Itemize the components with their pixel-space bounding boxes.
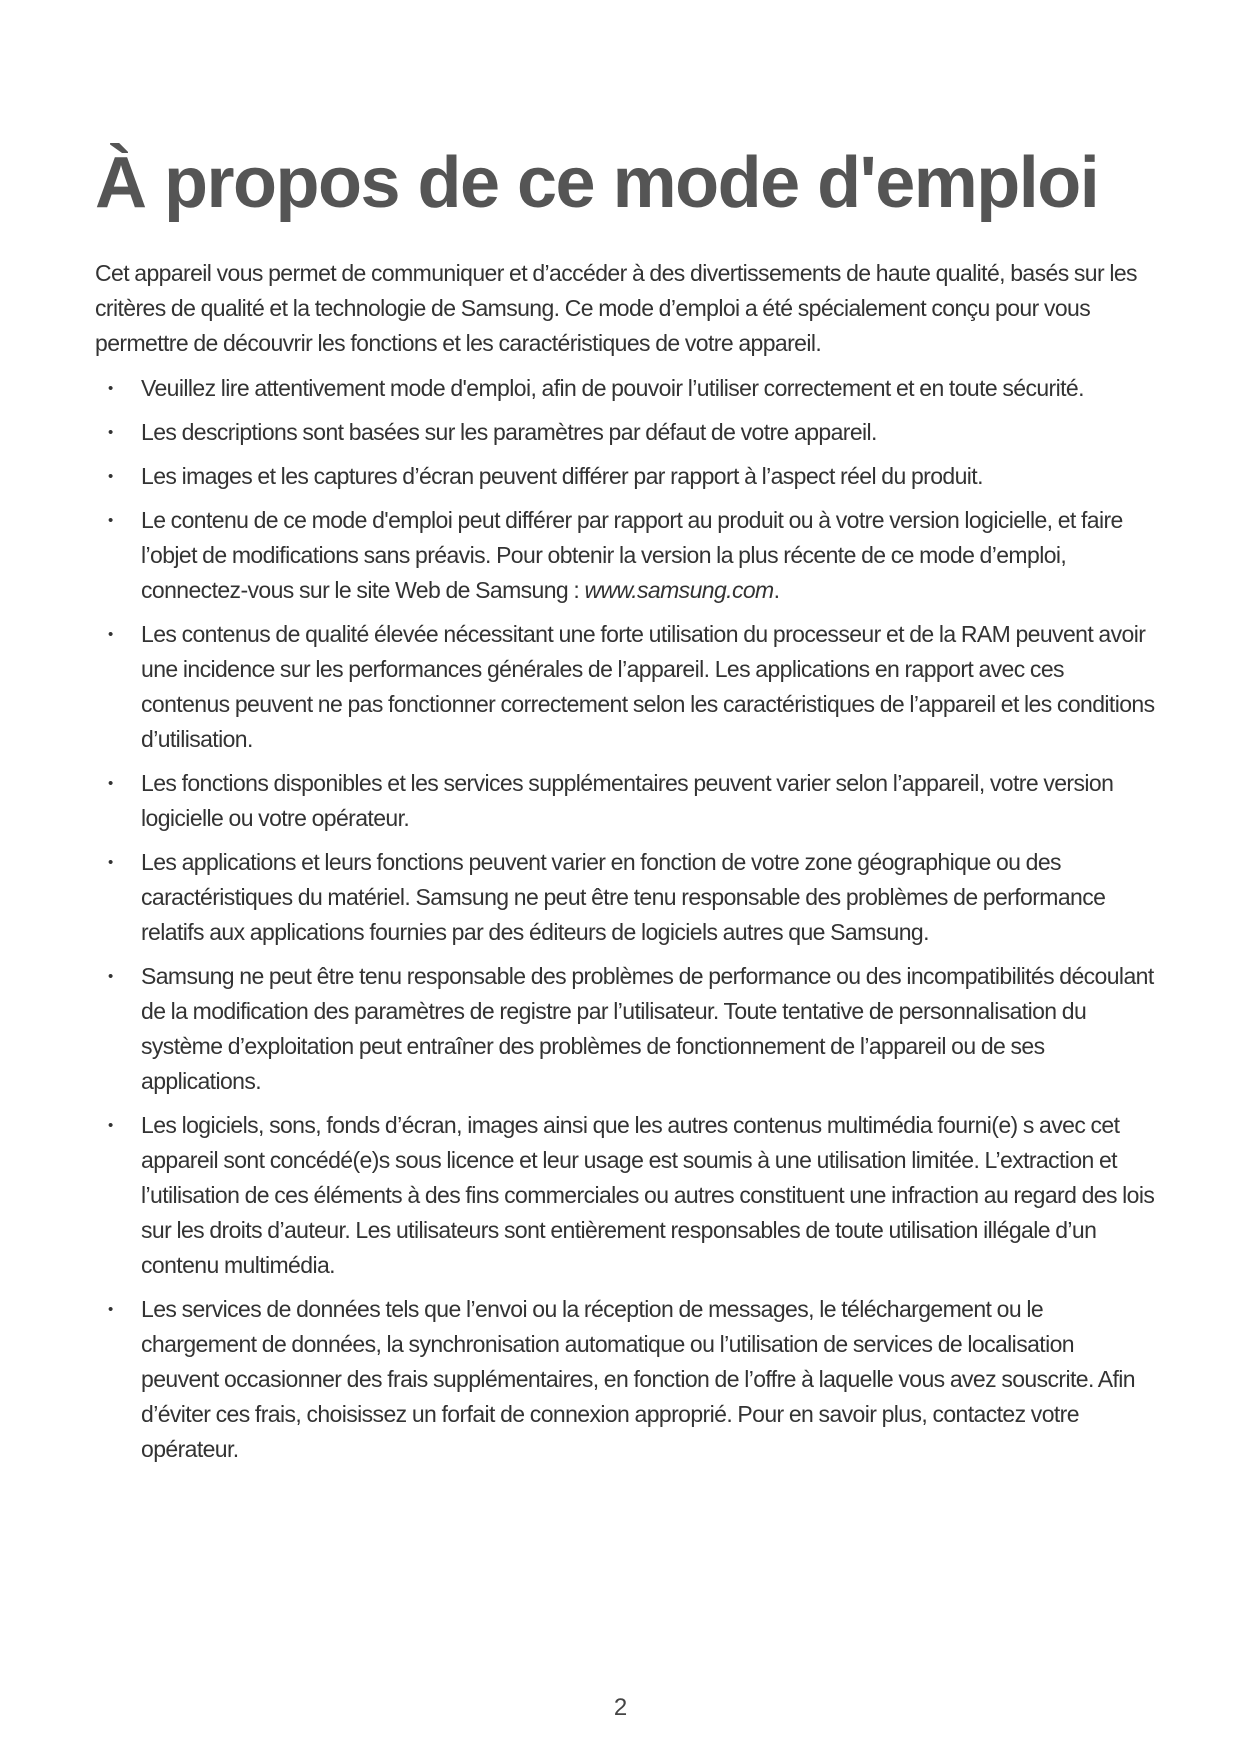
- list-item-text: Le contenu de ce mode d'emploi peut différer par rapport au produit ou à votre version logicielle, et faire l’objet de modifications sans préavis. Pour obtenir la version la plus récente de ce mode d’emploi, connectez-vous sur le site Web de Samsung :: [141, 507, 1123, 603]
- bullet-icon: •: [108, 468, 113, 485]
- list-item: [95, 415, 1155, 450]
- list-item-text: Samsung ne peut être tenu responsable des problèmes de performance ou des incompatibilités découlant de la modification des paramètres de registre par l’utilisateur. Toute tentative de personnalisation du système d’exploitation peut entraîner des problèmes de fonctionnement de l’appareil ou de ses applications.: [141, 963, 1154, 1094]
- list-item: [95, 617, 1155, 757]
- list-item-text: Les contenus de qualité élevée nécessitant une forte utilisation du processeur et de la RAM peuvent avoir une incidence sur les performances générales de l’appareil. Les applications en rapport avec ces contenus peuvent ne pas fonctionner correctement selon les caractéristiques de l’appareil et les conditions d’utilisation.: [141, 621, 1155, 752]
- page-number: 2: [613, 1694, 628, 1721]
- samsung-website-link[interactable]: www.samsung.com: [584, 577, 774, 603]
- list-item-text: Les logiciels, sons, fonds d’écran, images ainsi que les autres contenus multimédia fourni(e) s avec cet appareil sont concédé(e)s sous licence et leur usage est soumis à une utilisation limitée. L’extraction et l’utilisation de ces éléments à des fins commerciales ou autres constituent une infraction au regard des lois sur les droits d’auteur. Les utilisateurs sont entièrement responsables de toute utilisation illégale d’un contenu multimédia.: [141, 1112, 1155, 1278]
- list-item: [95, 766, 1155, 836]
- bullet-icon: •: [108, 1301, 113, 1318]
- list-item-text: Les images et les captures d’écran peuvent différer par rapport à l’aspect réel du produit.: [141, 463, 983, 489]
- bullet-icon: •: [108, 775, 113, 792]
- list-item-text: Veuillez lire attentivement mode d'emploi, afin de pouvoir l’utiliser correctement et en toute sécurité.: [141, 375, 1084, 401]
- bullet-list: [95, 371, 1155, 1467]
- list-item: [95, 503, 1155, 608]
- list-item: [95, 845, 1155, 950]
- list-item: [95, 459, 1155, 494]
- bullet-icon: •: [108, 424, 113, 441]
- bullet-icon: •: [108, 1117, 113, 1134]
- list-item-text: Les services de données tels que l’envoi ou la réception de messages, le téléchargement ou le chargement de données, la synchronisation automatique ou l’utilisation de services de localisation peuvent occasionner des frais supplémentaires, en fonction de l’offre à laquelle vous avez souscrite. Afin d’éviter ces frais, choisissez un forfait de connexion approprié. Pour en savoir plus, contactez votre opérateur.: [141, 1296, 1135, 1462]
- bullet-icon: •: [108, 380, 113, 397]
- bullet-icon: •: [108, 968, 113, 985]
- bullet-icon: •: [108, 512, 113, 529]
- list-item: [95, 1292, 1155, 1467]
- document-page: [95, 140, 1155, 1476]
- list-item: [95, 959, 1155, 1099]
- bullet-icon: •: [108, 854, 113, 871]
- page-title: À propos de ce mode d'emploi: [95, 143, 1099, 223]
- list-item-text: Les fonctions disponibles et les services supplémentaires peuvent varier selon l’appareil, votre version logicielle ou votre opérateur.: [141, 770, 1114, 831]
- list-item-text: Les applications et leurs fonctions peuvent varier en fonction de votre zone géographique ou des caractéristiques du matériel. Samsung ne peut être tenu responsable des problèmes de performance relatifs aux applications fournies par des éditeurs de logiciels autres que Samsung.: [141, 849, 1106, 945]
- list-item: [95, 1108, 1155, 1283]
- list-item: [95, 371, 1155, 406]
- intro-paragraph: Cet appareil vous permet de communiquer et d’accéder à des divertissements de haute qualité, basés sur les critères de qualité et la technologie de Samsung. Ce mode d’emploi a été spécialement conçu pour vous permettre de découvrir les fonctions et les caractéristiques de votre appareil.: [95, 260, 1137, 356]
- list-item-text-end: .: [773, 577, 780, 603]
- list-item-text: Les descriptions sont basées sur les paramètres par défaut de votre appareil.: [141, 419, 877, 445]
- bullet-icon: •: [108, 626, 113, 643]
